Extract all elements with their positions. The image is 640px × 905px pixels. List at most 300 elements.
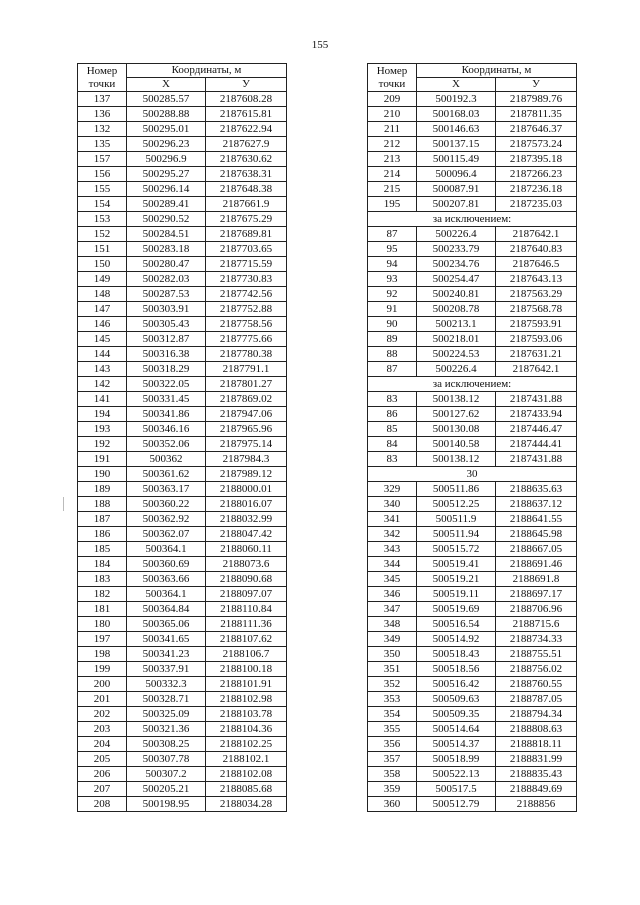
cell-x: 500296.14: [127, 182, 206, 197]
cell-y: 2187444.41: [496, 437, 577, 452]
cell-x: 500518.43: [417, 647, 496, 662]
table-row: [368, 797, 577, 812]
table-row: [78, 227, 287, 242]
cell-y: 2187715.59: [206, 257, 287, 272]
table-row: [78, 797, 287, 812]
cell-y: 2188691.46: [496, 557, 577, 572]
cell-x: 500289.41: [127, 197, 206, 212]
cell-x: 500325.09: [127, 707, 206, 722]
cell-point-number: 149: [78, 272, 127, 287]
cell-x: 500364.1: [127, 542, 206, 557]
cell-y: 2187640.83: [496, 242, 577, 257]
cell-point-number: 156: [78, 167, 127, 182]
table-row: [368, 392, 577, 407]
cell-x: 500312.87: [127, 332, 206, 347]
cell-point-number: 345: [368, 572, 417, 587]
table-row: [78, 122, 287, 137]
cell-x: 500240.81: [417, 287, 496, 302]
cell-x: 500205.21: [127, 782, 206, 797]
cell-y: 2187622.94: [206, 122, 287, 137]
cell-x: 500322.05: [127, 377, 206, 392]
table-row: [78, 677, 287, 692]
cell-y: 2187642.1: [496, 362, 577, 377]
section-label: за исключением:: [368, 377, 577, 392]
cell-x: 500515.72: [417, 542, 496, 557]
cell-point-number: 213: [368, 152, 417, 167]
cell-y: 2187642.1: [496, 227, 577, 242]
table-row: [78, 767, 287, 782]
cell-point-number: 214: [368, 167, 417, 182]
cell-y: 2187661.9: [206, 197, 287, 212]
cell-x: 500517.5: [417, 782, 496, 797]
cell-y: 2188856: [496, 797, 577, 812]
cell-point-number: 340: [368, 497, 417, 512]
cell-y: 2187593.91: [496, 317, 577, 332]
cell-point-number: 195: [368, 197, 417, 212]
table-row: [368, 152, 577, 167]
cell-x: 500331.45: [127, 392, 206, 407]
cell-y: 2188641.55: [496, 512, 577, 527]
cell-y: 2187989.76: [496, 92, 577, 107]
cell-y: 2188102.98: [206, 692, 287, 707]
table-row: [78, 602, 287, 617]
cell-point-number: 329: [368, 482, 417, 497]
table-row: [78, 722, 287, 737]
table-row: [78, 422, 287, 437]
cell-x: 500341.86: [127, 407, 206, 422]
cell-x: 500140.58: [417, 437, 496, 452]
cell-y: 2187593.06: [496, 332, 577, 347]
cell-point-number: 180: [78, 617, 127, 632]
table-row: [368, 287, 577, 302]
cell-x: 500198.95: [127, 797, 206, 812]
cell-x: 500233.79: [417, 242, 496, 257]
cell-x: 500514.37: [417, 737, 496, 752]
table-row: [368, 512, 577, 527]
section-row: [368, 212, 577, 227]
coordinates-table-left: [77, 63, 287, 812]
cell-point-number: 342: [368, 527, 417, 542]
cell-point-number: 357: [368, 752, 417, 767]
table-row: [368, 122, 577, 137]
cell-point-number: 343: [368, 542, 417, 557]
cell-point-number: 89: [368, 332, 417, 347]
table-row: [78, 167, 287, 182]
cell-point-number: 211: [368, 122, 417, 137]
header-y: У: [496, 78, 577, 92]
cell-point-number: 86: [368, 407, 417, 422]
cell-y: 2187433.94: [496, 407, 577, 422]
table-row: [78, 137, 287, 152]
cell-y: 2188101.91: [206, 677, 287, 692]
cell-x: 500514.64: [417, 722, 496, 737]
section-label: за исключением:: [368, 212, 577, 227]
table-row: [368, 767, 577, 782]
cell-point-number: 205: [78, 752, 127, 767]
table-row: [78, 152, 287, 167]
header-y: У: [206, 78, 287, 92]
cell-x: 500365.06: [127, 617, 206, 632]
cell-point-number: 184: [78, 557, 127, 572]
cell-x: 500226.4: [417, 362, 496, 377]
cell-x: 500224.53: [417, 347, 496, 362]
table-header-row: [78, 64, 287, 78]
cell-point-number: 148: [78, 287, 127, 302]
cell-x: 500234.76: [417, 257, 496, 272]
cell-x: 500288.88: [127, 107, 206, 122]
cell-y: 2187563.29: [496, 287, 577, 302]
table-row: [368, 92, 577, 107]
cell-y: 2187395.18: [496, 152, 577, 167]
cell-x: 500346.16: [127, 422, 206, 437]
table-row: [78, 782, 287, 797]
cell-point-number: 142: [78, 377, 127, 392]
table-row: [368, 497, 577, 512]
cell-point-number: 188: [78, 497, 127, 512]
table-row: [78, 272, 287, 287]
cell-point-number: 353: [368, 692, 417, 707]
cell-y: 2188047.42: [206, 527, 287, 542]
table-row: [368, 692, 577, 707]
cell-y: 2188835.43: [496, 767, 577, 782]
cell-y: 2188107.62: [206, 632, 287, 647]
cell-x: 500254.47: [417, 272, 496, 287]
cell-x: 500192.3: [417, 92, 496, 107]
table-row: [78, 407, 287, 422]
table-row: [368, 302, 577, 317]
cell-x: 500511.86: [417, 482, 496, 497]
cell-point-number: 146: [78, 317, 127, 332]
cell-x: 500307.2: [127, 767, 206, 782]
cell-y: 2188103.78: [206, 707, 287, 722]
cell-x: 500207.81: [417, 197, 496, 212]
cell-x: 500363.17: [127, 482, 206, 497]
cell-point-number: 183: [78, 572, 127, 587]
cell-y: 2187984.3: [206, 452, 287, 467]
cell-x: 500509.63: [417, 692, 496, 707]
table-row: [78, 392, 287, 407]
table-row: [368, 332, 577, 347]
cell-y: 2187811.35: [496, 107, 577, 122]
cell-x: 500518.56: [417, 662, 496, 677]
cell-point-number: 194: [78, 407, 127, 422]
cell-point-number: 190: [78, 467, 127, 482]
cell-x: 500282.03: [127, 272, 206, 287]
cell-x: 500360.69: [127, 557, 206, 572]
table-row: [78, 737, 287, 752]
table-row: [368, 257, 577, 272]
cell-y: 2187568.78: [496, 302, 577, 317]
cell-y: 2188032.99: [206, 512, 287, 527]
cell-x: 500290.52: [127, 212, 206, 227]
cell-point-number: 206: [78, 767, 127, 782]
table-row: [368, 422, 577, 437]
table-row: [368, 452, 577, 467]
table-row: [368, 182, 577, 197]
cell-point-number: 153: [78, 212, 127, 227]
header-point-number: Номер точки: [368, 64, 417, 92]
cell-y: 2187608.28: [206, 92, 287, 107]
cell-x: 500352.06: [127, 437, 206, 452]
cell-point-number: 344: [368, 557, 417, 572]
table-row: [78, 572, 287, 587]
header-x: X: [127, 78, 206, 92]
cell-point-number: 91: [368, 302, 417, 317]
cell-point-number: 359: [368, 782, 417, 797]
table-row: [78, 707, 287, 722]
cell-point-number: 141: [78, 392, 127, 407]
cell-x: 500316.38: [127, 347, 206, 362]
cell-point-number: 154: [78, 197, 127, 212]
cell-x: 500287.53: [127, 287, 206, 302]
cell-point-number: 95: [368, 242, 417, 257]
cell-y: 2187573.24: [496, 137, 577, 152]
cell-y: 2188697.17: [496, 587, 577, 602]
table-row: [368, 167, 577, 182]
table-row: [78, 452, 287, 467]
cell-x: 500137.15: [417, 137, 496, 152]
cell-y: 2188102.08: [206, 767, 287, 782]
cell-point-number: 341: [368, 512, 417, 527]
table-header-row: [368, 64, 577, 78]
cell-point-number: 182: [78, 587, 127, 602]
section-row: [368, 377, 577, 392]
cell-y: 2188000.01: [206, 482, 287, 497]
table-row: [78, 197, 287, 212]
cell-y: 2188097.07: [206, 587, 287, 602]
table-row: [368, 272, 577, 287]
cell-y: 2187989.12: [206, 467, 287, 482]
table-row: [368, 647, 577, 662]
cell-point-number: 352: [368, 677, 417, 692]
cell-x: 500364.1: [127, 587, 206, 602]
cell-x: 500522.13: [417, 767, 496, 782]
cell-y: 2188106.7: [206, 647, 287, 662]
cell-point-number: 351: [368, 662, 417, 677]
cell-point-number: 147: [78, 302, 127, 317]
table-row: [368, 137, 577, 152]
cell-x: 500516.54: [417, 617, 496, 632]
cell-point-number: 189: [78, 482, 127, 497]
cell-x: 500328.71: [127, 692, 206, 707]
cell-point-number: 348: [368, 617, 417, 632]
cell-y: 2188808.63: [496, 722, 577, 737]
cell-point-number: 354: [368, 707, 417, 722]
cell-y: 2188645.98: [496, 527, 577, 542]
cell-point-number: 88: [368, 347, 417, 362]
cell-point-number: 187: [78, 512, 127, 527]
cell-y: 2188073.6: [206, 557, 287, 572]
cell-y: 2187801.27: [206, 377, 287, 392]
cell-y: 2187631.21: [496, 347, 577, 362]
header-coordinates: Координаты, м: [417, 64, 577, 78]
cell-point-number: 350: [368, 647, 417, 662]
table-row: [78, 332, 287, 347]
table-row: [78, 362, 287, 377]
table-row: [78, 107, 287, 122]
cell-point-number: 151: [78, 242, 127, 257]
cell-y: 2187431.88: [496, 452, 577, 467]
cell-x: 500361.62: [127, 467, 206, 482]
cell-point-number: 209: [368, 92, 417, 107]
cell-point-number: 144: [78, 347, 127, 362]
cell-x: 500208.78: [417, 302, 496, 317]
cell-x: 500512.79: [417, 797, 496, 812]
cell-x: 500509.35: [417, 707, 496, 722]
cell-y: 2187791.1: [206, 362, 287, 377]
table-row: [78, 467, 287, 482]
cell-x: 500518.99: [417, 752, 496, 767]
cell-y: 2187446.47: [496, 422, 577, 437]
table-row: [78, 377, 287, 392]
cell-y: 2187758.56: [206, 317, 287, 332]
cell-x: 500087.91: [417, 182, 496, 197]
cell-y: 2187646.37: [496, 122, 577, 137]
cell-point-number: 197: [78, 632, 127, 647]
cell-y: 2188034.28: [206, 797, 287, 812]
cell-y: 2187431.88: [496, 392, 577, 407]
cell-x: 500332.3: [127, 677, 206, 692]
cell-y: 2187689.81: [206, 227, 287, 242]
table-row: [368, 707, 577, 722]
table-row: [78, 257, 287, 272]
cell-point-number: 87: [368, 362, 417, 377]
cell-x: 500295.01: [127, 122, 206, 137]
table-row: [78, 662, 287, 677]
cell-y: 2188755.51: [496, 647, 577, 662]
table-row: [368, 482, 577, 497]
table-row: [368, 542, 577, 557]
cell-x: 500341.23: [127, 647, 206, 662]
cell-y: 2188667.05: [496, 542, 577, 557]
table-row: [368, 107, 577, 122]
table-row: [78, 317, 287, 332]
table-row: [78, 482, 287, 497]
table-row: [78, 212, 287, 227]
table-row: [368, 407, 577, 422]
cell-x: 500138.12: [417, 392, 496, 407]
cell-y: 2187730.83: [206, 272, 287, 287]
page-number: 155: [311, 39, 329, 51]
cell-point-number: 85: [368, 422, 417, 437]
table-row: [368, 587, 577, 602]
table-row: [368, 527, 577, 542]
cell-y: 2187648.38: [206, 182, 287, 197]
cell-y: 2188691.8: [496, 572, 577, 587]
cell-x: 500362.07: [127, 527, 206, 542]
table-row: [78, 497, 287, 512]
cell-point-number: 199: [78, 662, 127, 677]
cell-y: 2188016.07: [206, 497, 287, 512]
cell-x: 500138.12: [417, 452, 496, 467]
cell-point-number: 84: [368, 437, 417, 452]
cell-x: 500516.42: [417, 677, 496, 692]
section-row: [368, 467, 577, 482]
section-label: 30: [368, 467, 577, 482]
table-row: [368, 347, 577, 362]
table-row: [368, 242, 577, 257]
cell-x: 500305.43: [127, 317, 206, 332]
cell-y: 2187775.66: [206, 332, 287, 347]
cell-point-number: 145: [78, 332, 127, 347]
cell-y: 2188756.02: [496, 662, 577, 677]
header-point-number: Номер точки: [78, 64, 127, 92]
table-row: [78, 287, 287, 302]
cell-x: 500168.03: [417, 107, 496, 122]
cell-point-number: 347: [368, 602, 417, 617]
cell-y: 2187869.02: [206, 392, 287, 407]
cell-y: 2188734.33: [496, 632, 577, 647]
cell-x: 500226.4: [417, 227, 496, 242]
cell-point-number: 94: [368, 257, 417, 272]
cell-y: 2188110.84: [206, 602, 287, 617]
cell-point-number: 92: [368, 287, 417, 302]
cell-x: 500284.51: [127, 227, 206, 242]
cell-y: 2187646.5: [496, 257, 577, 272]
cell-x: 500360.22: [127, 497, 206, 512]
cell-x: 500280.47: [127, 257, 206, 272]
table-body-left: [78, 92, 287, 812]
cell-point-number: 191: [78, 452, 127, 467]
cell-x: 500519.11: [417, 587, 496, 602]
cell-y: 2188818.11: [496, 737, 577, 752]
cell-x: 500295.27: [127, 167, 206, 182]
table-row: [368, 227, 577, 242]
cell-point-number: 212: [368, 137, 417, 152]
cell-y: 2187975.14: [206, 437, 287, 452]
table-row: [368, 722, 577, 737]
table-row: [368, 572, 577, 587]
cell-point-number: 136: [78, 107, 127, 122]
cell-x: 500127.62: [417, 407, 496, 422]
scan-mark: [63, 497, 64, 511]
cell-x: 500337.91: [127, 662, 206, 677]
table-row: [78, 632, 287, 647]
cell-y: 2188060.11: [206, 542, 287, 557]
cell-point-number: 198: [78, 647, 127, 662]
table-row: [78, 557, 287, 572]
cell-x: 500130.08: [417, 422, 496, 437]
cell-x: 500296.9: [127, 152, 206, 167]
cell-y: 2188849.69: [496, 782, 577, 797]
cell-point-number: 157: [78, 152, 127, 167]
cell-x: 500364.84: [127, 602, 206, 617]
table-row: [78, 752, 287, 767]
header-coordinates: Координаты, м: [127, 64, 287, 78]
table-row: [78, 587, 287, 602]
cell-y: 2188090.68: [206, 572, 287, 587]
table-row: [78, 347, 287, 362]
table-row: [368, 632, 577, 647]
cell-point-number: 83: [368, 392, 417, 407]
cell-y: 2187266.23: [496, 167, 577, 182]
cell-point-number: 90: [368, 317, 417, 332]
cell-point-number: 83: [368, 452, 417, 467]
cell-y: 2188100.18: [206, 662, 287, 677]
cell-point-number: 203: [78, 722, 127, 737]
cell-point-number: 208: [78, 797, 127, 812]
cell-x: 500514.92: [417, 632, 496, 647]
table-row: [78, 302, 287, 317]
cell-point-number: 210: [368, 107, 417, 122]
cell-x: 500115.49: [417, 152, 496, 167]
coordinates-table-right: [367, 63, 577, 812]
cell-y: 2188794.34: [496, 707, 577, 722]
cell-x: 500296.23: [127, 137, 206, 152]
cell-x: 500362: [127, 452, 206, 467]
cell-point-number: 360: [368, 797, 417, 812]
cell-y: 2187965.96: [206, 422, 287, 437]
